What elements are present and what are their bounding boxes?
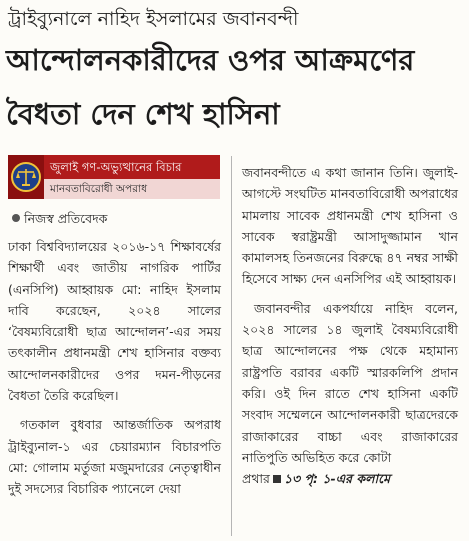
- continuation-last-word: প্রথার: [242, 471, 270, 487]
- badge-title: জুলাই গণ-অভ্যুত্থানের বিচার: [44, 155, 220, 179]
- body-paragraph: জবানবন্দীর একপর্যায়ে নাহিদ বলেন, ২০২৪ সালের ১৪ জুলাই বৈষম্যবিরোধী ছাত্র আন্দোলনের পক্ষ থেকে মহামান্য রাষ্ট্রপতি বরাবর একটি স্মারকলিপি প্রদান করি। ওই দিন রাতে শেখ হাসিনা একটি সংবাদ সম্মেলনে আন্দোলনকারী ছাত্রদেরকে রাজাকারের বাচ্চা এবং রাজাকারের নাতিপুতি অভিহিত করে কোটা: [242, 300, 458, 465]
- section-badge: [8, 155, 220, 199]
- left-column: [8, 236, 221, 500]
- column-divider: [231, 156, 232, 536]
- body-paragraph: ঢাকা বিশ্ববিদ্যালয়ের ২০১৬-১৭ শিক্ষাবর্ষের শিক্ষার্থী এবং জাতীয় নাগরিক পার্টির (এনসিপি) আহ্বায়ক মো: নাহিদ ইসলাম দাবি করেছেন, ২০২৪ সালের ‘বৈষম্যবিরোধী ছাত্র আন্দোলন’-এর সময় তৎকালীন প্রধানমন্ত্রী শেখ হাসিনার বক্তব্য আন্দোলনকারীদের ওপর দমন-পীড়নের বৈধতা তৈরি করেছিল।: [8, 239, 221, 404]
- kicker: ট্রাইব্যুনালে নাহিদ ইসলামের জবানবন্দী: [8, 8, 299, 30]
- headline-line-1: আন্দোলনকারীদের ওপর আক্রমণের: [6, 43, 415, 77]
- badge-subtitle: মানবতাবিরোধী অপরাধ: [44, 179, 220, 199]
- square-marker-icon: [273, 475, 281, 483]
- continuation-jump-link[interactable]: ১৩ পৃ: ১-এর কলামে: [283, 471, 391, 487]
- body-paragraph: গতকাল বুধবার আন্তর্জাতিক অপরাধ ট্রাইব্যুনাল-১ এর চেয়ারম্যান বিচারপতি মো: গোলাম মর্তুজা মজুমদারের নেতৃত্বাধীন দুই সদস্যের বিচারিক প্যানেলে দেয়া: [8, 417, 221, 497]
- headline-line-2: বৈধতা দেন শেখ হাসিনা: [6, 97, 280, 131]
- byline: [12, 210, 107, 228]
- right-column: [242, 162, 458, 489]
- continuation-line: [242, 468, 458, 489]
- bullet-icon: [12, 214, 20, 222]
- scales-of-justice-emblem-icon: [8, 155, 44, 199]
- body-paragraph: জবানবন্দীতে এ কথা জানান তিনি। জুলাই-আগস্টে সংঘটিত মানবতাবিরোধী অপরাধের মামলায় সাবেক প্রধানমন্ত্রী শেখ হাসিনা ও সাবেক স্বরাষ্ট্রমন্ত্রী আসাদুজ্জামান খান কামালসহ তিনজনের বিরুদ্ধে ৪৭ নম্বর সাক্ষী হিসেবে সাক্ষ্য দেন এনসিপির এই আহ্বায়ক।: [242, 165, 458, 287]
- byline-text: নিজস্ব প্রতিবেদক: [24, 211, 108, 226]
